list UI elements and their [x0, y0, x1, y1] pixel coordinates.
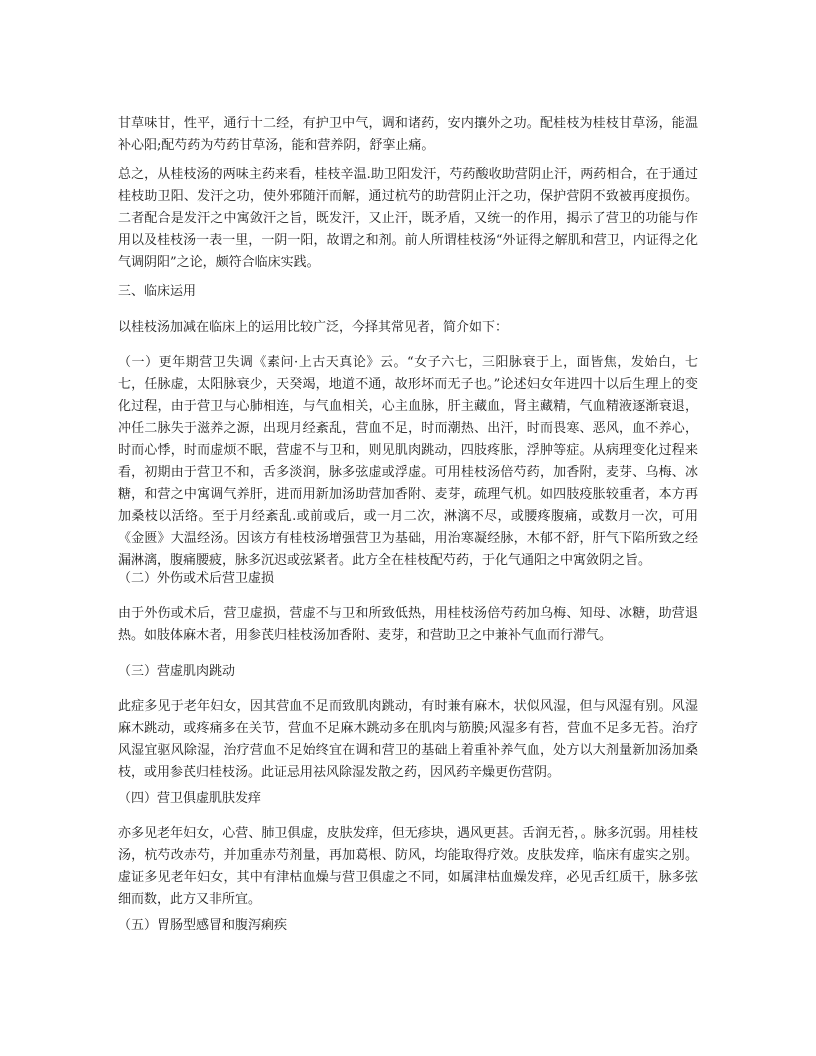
section-heading-clinical-use: 三、临床运用 [118, 284, 197, 299]
paragraph-menopause: （一）更年期营卫失调《素问·上古天真论》云。“女子六七，三阳脉衰于上，面皆焦，发始白，七七，任脉虚，太阳脉衰少，天癸竭，地道不通，故形坏而无子也。”论述妇女年进四十以后生理上的变化过程，由于营卫与心肺相连，与气血相关，心主血脉，肝主藏血，肾主藏精，气血精液逐渐衰退，冲任二脉失于滋养之源，出现月经紊乱，营血不足，时而潮热、出汗，时而畏寒、恶风，血不养心，时而心悸，时而虚烦不眠，营虚不与卫和，则见肌肉跳动，四肢疼胀，浮肿等症。从病理变化过程来看，初期由于营卫不和，舌多淡润，脉多弦虚或浮虚。可用桂枝汤倍芍药，加香附，麦芽、乌梅、冰糖，和营之中寓调气养肝，进而用新加汤助营加香附、麦芽，疏理气机。如四肢疫胀较重者，本方再加桑枝以活络。至于月经紊乱.或前或后，或一月二次，淋漓不尽，或腰疼腹痛，或数月一次，可用《金匮》大温经汤。因该方有桂枝汤增强营卫为基础，用治寒凝经脉，木郁不舒，肝气下陷所致之经漏淋漓，腹痛腰疲，脉多沉迟或弦紧者。此方全在桂枝配芍药，于化气通阳之中寓敛阴之旨。 [118, 355, 698, 568]
paragraph-intro: 以桂枝汤加减在临床上的运用比较广泛，今择其常见者，简介如下： [118, 320, 509, 335]
subheading-muscle-twitch: （三）营虚肌肉跳动 [118, 664, 236, 679]
paragraph-muscle-twitch: 此症多见于老年妇女，因其营血不足而致肌肉跳动，有时兼有麻木，状似风湿，但与风湿有别。风湿麻木跳动，或疼痛多在关节，营血不足麻木跳动多在肌肉与筋膜;风湿多有苔，营血不足多无苔。治疗风湿宜驱风除湿，治疗营血不足始终宜在调和营卫的基础上着重补养气血，处方以大剂量新加汤加桑枝，或用参芪归桂枝汤。此证忌用祛风除湿发散之药，因风药辛燥更伤营阴。 [118, 699, 698, 780]
paragraph-licorice: 甘草味甘，性平，通行十二经，有护卫中气，调和诸药，安内攘外之功。配桂枝为桂枝甘草汤，能温补心阳;配芍药为芍药甘草汤，能和营养阴，舒挛止痛。 [118, 116, 698, 153]
paragraph-summary: 总之，从桂枝汤的两味主药来看，桂枝辛温.助卫阳发汗，芍药酸收助营阴止汗，两药相合，在于通过桂枝助卫阳、发汗之功，使外邪随汗而解，通过杭芍的助营阴止汗之功，保护营阴不致被再度损伤。二者配合是发汗之中寓敛汗之旨，既发汗，又止汗，既矛盾，又统一的作用，揭示了营卫的功能与作用以及桂枝汤一表一里，一阴一阳，故谓之和剂。前人所谓桂枝汤“外证得之解肌和营卫，内证得之化气调阴阳”之论，颇符合临床实践。 [118, 167, 698, 270]
paragraph-trauma: 由于外伤或术后，营卫虚损，营虚不与卫和所致低热，用桂枝汤倍芍药加乌梅、知母、冰糖，助营退热。如肢体麻木者，用参芪归桂枝汤加香附、麦芽，和营助卫之中兼补气血而行滞气。 [118, 606, 698, 643]
paragraph-itching: 亦多见老年妇女，心营、肺卫俱虚，皮肤发痒，但无疹块，遇风更甚。舌润无苔，。脉多沉弱。用桂枝汤，杭芍改赤芍，并加重赤芍剂量，再加葛根、防风，均能取得疗效。皮肤发痒，临床有虚实之别。虚证多见老年妇女，其中有津枯血燥与营卫俱虚之不同，如属津枯血燥发痒，必见舌红质干，脉多弦细而数，此方又非所宜。 [118, 826, 698, 907]
subheading-itching: （四）营卫俱虚肌肤发痒 [118, 791, 262, 806]
subheading-trauma: （二）外伤或术后营卫虚损 [118, 571, 275, 586]
subheading-gastroenteric: （五）胃肠型感冒和腹泻痢疾 [118, 918, 288, 933]
